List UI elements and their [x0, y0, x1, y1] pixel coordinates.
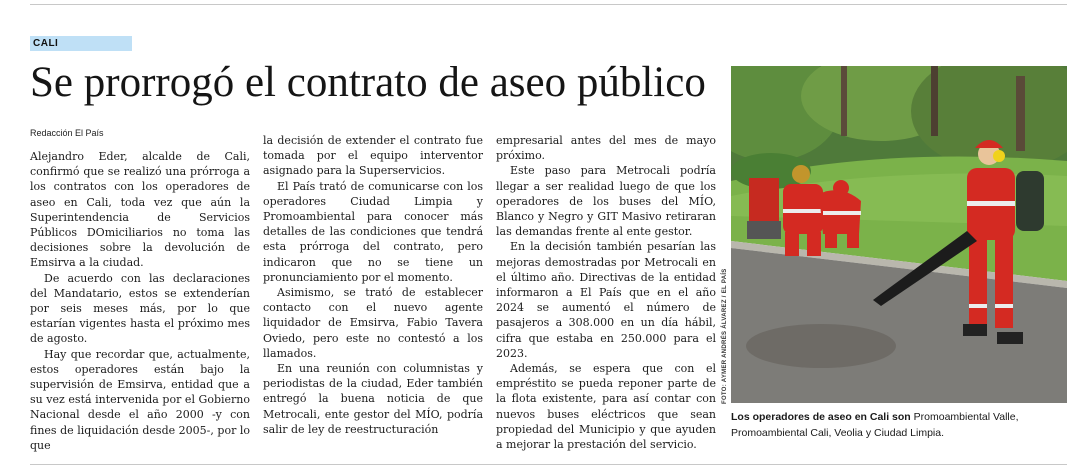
top-rule	[30, 4, 1067, 5]
paragraph: empresarial antes del mes de mayo próximo.	[496, 134, 716, 163]
paragraph: Asimismo, se trató de establecer contacto con el nuevo agente liquidador de Emsirva, Fabio Tavera Oviedo, pero este no contestó a los llamados.	[263, 286, 483, 360]
byline: Redacción El País	[30, 128, 104, 138]
section-tag: CALI	[30, 36, 132, 51]
paragraph: Hay que recordar que, actualmente, estos operadores están bajo la supervisión de Emsirva, entidad que a su vez está intervenida por el Gobierno Nacional desde el año 2000 -y con fines de liquidación desde 2005-, por lo que	[30, 347, 250, 452]
street-cleaning-photo	[731, 66, 1067, 403]
photo-caption	[731, 409, 1067, 441]
paragraph: Alejandro Eder, alcalde de Cali, confirmó que se realizó una prórroga a los contratos con los operadores de aseo en Cali, toda vez que aún la Superintendencia de Servicios Públicos DOmiciliarios no toma las decisiones sobre la devolución de Emsirva a la ciudad.	[30, 150, 250, 270]
caption-lead: Los operadores de aseo en Cali son	[731, 411, 911, 423]
bottom-rule	[30, 464, 1067, 465]
news-photo	[731, 66, 1067, 403]
photo-credit-text: FOTO: AYMER ANDRÉS ÁLVAREZ / EL PAÍS	[722, 268, 728, 404]
paragraph: En la decisión también pesarían las mejoras demostradas por Metrocali en el último año. Directivas de la entidad informaron a El País que en el año 2024 se aumentó el número de pasajeros a 308.000 en un día hábil, cifra que estaba en 250.000 para el 2023.	[496, 240, 716, 360]
article-column-2	[263, 133, 483, 437]
paragraph: la decisión de extender el contrato fue tomada por el equipo interventor asignado para la Superservicios.	[263, 134, 483, 178]
headline: Se prorrogó el contrato de aseo público	[30, 59, 706, 106]
paragraph: Este paso para Metrocali podría llegar a ser realidad luego de que los operadores de los buses del MÍO, Blanco y Negro y GIT Masivo retiraran las demandas frente al ente gestor.	[496, 164, 716, 239]
paragraph: Además, se espera que con el empréstito se pueda reponer parte de la flota existente, para así contar con nuevos buses eléctricos que sean propiedad del Municipio y que ayuden a mejorar la prestación del servicio.	[496, 362, 716, 452]
paragraph: El País trató de comunicarse con los operadores Ciudad Limpia y Promoambiental para conocer más detalles de las condiciones que tendrá esta prórroga del contrato, pero indicaron que no se tiene un pronunciamiento por el momento.	[263, 179, 483, 284]
caption-text: Promoambiental Valle, Promoambiental Cali, Veolia y Ciudad Limpia.	[731, 411, 1019, 439]
article-column-3	[496, 133, 716, 452]
photo-credit	[719, 265, 731, 405]
article-column-1	[30, 149, 250, 453]
paragraph: En una reunión con columnistas y periodistas de la ciudad, Eder también entregó la buena noticia de que Metrocali, ente gestor del MÍO, podría salir de ley de reestructuración	[263, 362, 483, 436]
paragraph: De acuerdo con las declaraciones del Mandatario, estos se extenderían por seis meses más, por lo que estarían vigentes hasta el próximo mes de agosto.	[30, 271, 250, 346]
